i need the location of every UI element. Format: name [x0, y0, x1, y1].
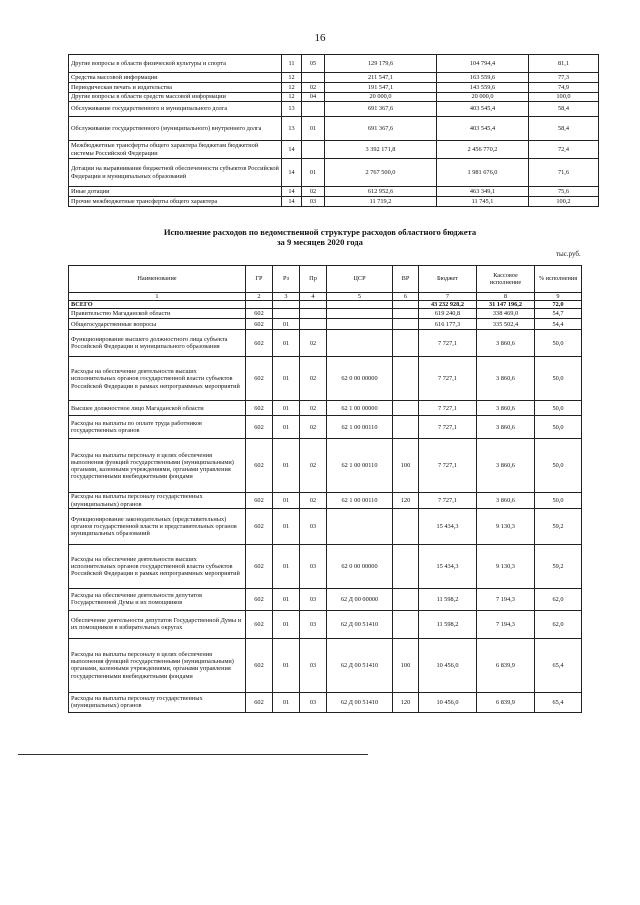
row-execution: 7 194,3 — [477, 588, 535, 610]
table-row — [69, 638, 582, 692]
row-rz: 03 — [302, 197, 325, 207]
row-percent: 50,0 — [535, 330, 582, 357]
table-row — [69, 439, 582, 493]
row-gr: 14 — [282, 141, 302, 159]
table-row — [69, 73, 599, 83]
row-rz: 01 — [302, 117, 325, 141]
row-gr: 602 — [246, 319, 273, 330]
row-execution: 3 860,6 — [477, 416, 535, 439]
row-budget: 7 727,1 — [419, 330, 477, 357]
row-gr: 13 — [282, 117, 302, 141]
row-pr: 02 — [300, 401, 327, 416]
row-gr: 602 — [246, 401, 273, 416]
table-row — [69, 187, 599, 197]
table-cell — [273, 301, 300, 309]
row-vr — [393, 401, 419, 416]
row-gr: 602 — [246, 416, 273, 439]
row-vr — [393, 330, 419, 357]
header-name: Наименование — [69, 266, 246, 293]
row-pr: 02 — [300, 439, 327, 493]
row-execution: 3 860,6 — [477, 439, 535, 493]
row-percent: 59,2 — [535, 508, 582, 544]
row-budget: 3 392 171,8 — [325, 141, 437, 159]
row-execution: 104 794,4 — [437, 55, 529, 73]
row-percent: 77,3 — [529, 73, 599, 83]
row-percent: 50,0 — [535, 416, 582, 439]
row-vr — [393, 544, 419, 588]
row-gr: 11 — [282, 55, 302, 73]
row-percent: 74,9 — [529, 83, 599, 93]
row-name: Другие вопросы в области физической культуры и спорта — [69, 55, 282, 73]
row-csr: 62 Д 00 51410 — [327, 610, 393, 638]
row-csr: 62 1 00 00110 — [327, 493, 393, 508]
row-execution: 3 860,6 — [477, 493, 535, 508]
row-name: Высшее должностное лицо Магаданской области — [69, 401, 246, 416]
row-pr: 02 — [300, 330, 327, 357]
row-percent: 65,4 — [535, 638, 582, 692]
table-cell — [246, 301, 273, 309]
table-row — [69, 401, 582, 416]
row-gr: 602 — [246, 330, 273, 357]
row-rz: 01 — [273, 692, 300, 712]
row-vr — [393, 309, 419, 319]
row-rz: 01 — [273, 357, 300, 401]
row-budget: 2 767 500,0 — [325, 159, 437, 187]
row-name: Обслуживание государственного и муниципального долга — [69, 102, 282, 117]
table-row — [69, 357, 582, 401]
row-budget: 191 547,1 — [325, 83, 437, 93]
table-row — [69, 55, 599, 73]
row-gr: 12 — [282, 73, 302, 83]
row-name: Расходы на обеспечение деятельности высших исполнительных органов государственной власти субъектов Российской Федерации в рамках непрограммных мероприятий — [69, 357, 246, 401]
row-name: Расходы на обеспечение деятельности депутатов Государственной Думы и их помощников — [69, 588, 246, 610]
row-budget: 10 456,0 — [419, 638, 477, 692]
row-percent: 58,4 — [529, 102, 599, 117]
row-name: Расходы на выплаты персоналу государственных (муниципальных) органов — [69, 692, 246, 712]
row-name: Расходы на выплаты персоналу государственных (муниципальных) органов — [69, 493, 246, 508]
row-pr: 03 — [300, 508, 327, 544]
row-name: Иные дотации — [69, 187, 282, 197]
row-percent: 100,2 — [529, 197, 599, 207]
row-rz: 02 — [302, 83, 325, 93]
row-rz: 01 — [273, 493, 300, 508]
row-gr: 602 — [246, 493, 273, 508]
row-vr: 100 — [393, 439, 419, 493]
table-row — [69, 508, 582, 544]
table-row — [69, 93, 599, 102]
row-rz: 05 — [302, 55, 325, 73]
table-row — [69, 692, 582, 712]
section-title — [0, 227, 640, 248]
row-csr: 62 1 00 00110 — [327, 439, 393, 493]
row-vr — [393, 610, 419, 638]
col-number: 1 — [69, 293, 246, 301]
row-execution: 143 559,6 — [437, 83, 529, 93]
row-vr — [393, 588, 419, 610]
row-execution: 9 130,3 — [477, 508, 535, 544]
row-vr: 120 — [393, 493, 419, 508]
table-row — [69, 319, 582, 330]
row-percent: 65,4 — [535, 692, 582, 712]
row-execution: 20 000,0 — [437, 93, 529, 102]
row-csr: 62 Д 00 51410 — [327, 638, 393, 692]
row-gr: 12 — [282, 93, 302, 102]
top-budget-table — [68, 54, 599, 207]
row-execution: 3 860,6 — [477, 330, 535, 357]
row-percent: 81,1 — [529, 55, 599, 73]
row-budget: 10 456,0 — [419, 692, 477, 712]
table-cell — [327, 301, 393, 309]
col-number: 5 — [327, 293, 393, 301]
row-vr — [393, 357, 419, 401]
header-budget: Бюджет — [419, 266, 477, 293]
row-percent: 50,0 — [535, 439, 582, 493]
row-execution: 403 545,4 — [437, 102, 529, 117]
header-vr: ВР — [393, 266, 419, 293]
row-rz: 01 — [273, 588, 300, 610]
total-percent: 72,0 — [535, 301, 582, 309]
row-percent: 100,0 — [529, 93, 599, 102]
row-name: Обслуживание государственного (муниципального) внутреннего долга — [69, 117, 282, 141]
col-number: 3 — [273, 293, 300, 301]
row-rz: 02 — [302, 187, 325, 197]
row-budget: 619 240,8 — [419, 309, 477, 319]
row-csr: 62 1 00 00000 — [327, 401, 393, 416]
row-execution: 3 860,6 — [477, 401, 535, 416]
row-gr: 602 — [246, 357, 273, 401]
row-pr: 03 — [300, 638, 327, 692]
row-rz: 01 — [273, 416, 300, 439]
total-execution: 31 147 196,2 — [477, 301, 535, 309]
row-name: Межбюджетные трансферты общего характера бюджетам бюджетной системы Российской Федерации — [69, 141, 282, 159]
row-budget: 20 000,0 — [325, 93, 437, 102]
row-budget: 11 598,2 — [419, 610, 477, 638]
row-gr: 14 — [282, 159, 302, 187]
row-execution: 6 839,9 — [477, 638, 535, 692]
column-number-row — [69, 293, 582, 301]
header-cash-execution: Кассовое исполнение — [477, 266, 535, 293]
col-number: 8 — [477, 293, 535, 301]
row-budget: 15 434,3 — [419, 508, 477, 544]
row-rz: 01 — [273, 330, 300, 357]
table-row — [69, 493, 582, 508]
header-rz: Рз — [273, 266, 300, 293]
row-percent: 50,0 — [535, 401, 582, 416]
col-number: 7 — [419, 293, 477, 301]
table-row — [69, 141, 599, 159]
department-expenditure-table — [68, 265, 582, 713]
row-execution: 3 860,6 — [477, 357, 535, 401]
col-number: 6 — [393, 293, 419, 301]
row-budget: 11 598,2 — [419, 588, 477, 610]
row-rz: 01 — [273, 610, 300, 638]
row-gr: 602 — [246, 692, 273, 712]
row-vr: 100 — [393, 638, 419, 692]
section-title-line1: Исполнение расходов по ведомственной структуре расходов областного бюджета — [163, 227, 477, 237]
row-rz — [302, 73, 325, 83]
row-vr — [393, 416, 419, 439]
row-name: Правительство Магаданской области — [69, 309, 246, 319]
col-number: 9 — [535, 293, 582, 301]
page-number: 16 — [314, 32, 326, 44]
row-name: Функционирование высшего должностного лица субъекта Российской Федерации и муниципального образования — [69, 330, 246, 357]
table-row — [69, 117, 599, 141]
row-csr — [327, 309, 393, 319]
row-csr: 62 0 00 00000 — [327, 544, 393, 588]
row-gr: 12 — [282, 83, 302, 93]
row-pr: 02 — [300, 357, 327, 401]
row-percent: 58,4 — [529, 117, 599, 141]
row-csr: 62 Д 00 51410 — [327, 692, 393, 712]
table-cell — [393, 301, 419, 309]
row-budget: 7 727,1 — [419, 401, 477, 416]
row-gr: 13 — [282, 102, 302, 117]
footer-divider — [18, 754, 368, 755]
row-rz: 01 — [302, 159, 325, 187]
row-gr: 602 — [246, 588, 273, 610]
row-budget: 691 367,6 — [325, 102, 437, 117]
row-rz — [273, 309, 300, 319]
row-gr: 602 — [246, 309, 273, 319]
row-execution: 9 130,3 — [477, 544, 535, 588]
row-budget: 11 719,2 — [325, 197, 437, 207]
row-percent: 71,6 — [529, 159, 599, 187]
table-row — [69, 330, 582, 357]
row-percent: 50,0 — [535, 493, 582, 508]
row-percent: 59,2 — [535, 544, 582, 588]
row-execution: 463 349,1 — [437, 187, 529, 197]
table-cell — [300, 301, 327, 309]
table-row — [69, 83, 599, 93]
row-csr: 62 1 00 00110 — [327, 416, 393, 439]
row-csr — [327, 319, 393, 330]
row-rz — [302, 102, 325, 117]
total-budget: 43 232 928,2 — [419, 301, 477, 309]
row-percent: 72,4 — [529, 141, 599, 159]
row-execution: 403 545,4 — [437, 117, 529, 141]
row-pr: 03 — [300, 692, 327, 712]
table-row — [69, 544, 582, 588]
row-percent: 50,0 — [535, 357, 582, 401]
table-row — [69, 159, 599, 187]
row-csr — [327, 508, 393, 544]
row-name: Расходы на выплаты персоналу в целях обеспечения выполнения функций государственными (муниципальными) органами, казенными учреждениями, органами управления государственными внебюджетными фондами — [69, 439, 246, 493]
row-budget: 616 177,3 — [419, 319, 477, 330]
row-csr: 62 Д 00 00000 — [327, 588, 393, 610]
row-execution: 163 559,6 — [437, 73, 529, 83]
row-gr: 602 — [246, 544, 273, 588]
row-execution: 6 839,9 — [477, 692, 535, 712]
header-gr: ГР — [246, 266, 273, 293]
row-rz: 01 — [273, 638, 300, 692]
total-row — [69, 301, 582, 309]
row-execution: 2 456 770,2 — [437, 141, 529, 159]
row-gr: 602 — [246, 508, 273, 544]
row-name: Расходы на выплаты по оплате труда работников государственных органов — [69, 416, 246, 439]
row-pr: 03 — [300, 610, 327, 638]
row-budget: 612 952,6 — [325, 187, 437, 197]
row-name: Средства массовой информации — [69, 73, 282, 83]
row-pr — [300, 319, 327, 330]
row-execution: 338 469,0 — [477, 309, 535, 319]
units-label: тыс.руб. — [556, 250, 581, 258]
header-pr: Пр — [300, 266, 327, 293]
row-gr: 14 — [282, 187, 302, 197]
row-gr: 602 — [246, 610, 273, 638]
row-rz: 01 — [273, 544, 300, 588]
row-pr: 03 — [300, 588, 327, 610]
table-header-row — [69, 266, 582, 293]
table-row — [69, 416, 582, 439]
row-budget: 7 727,1 — [419, 357, 477, 401]
row-name: Расходы на выплаты персоналу в целях обеспечения выполнения функций государственными (муниципальными) органами, казенными учреждениями, органами управления государственными внебюджетными фондами — [69, 638, 246, 692]
total-label: ВСЕГО — [69, 301, 246, 309]
row-execution: 335 502,4 — [477, 319, 535, 330]
row-percent: 62,0 — [535, 588, 582, 610]
row-budget: 7 727,1 — [419, 493, 477, 508]
row-gr: 14 — [282, 197, 302, 207]
row-csr — [327, 330, 393, 357]
row-name: Периодическая печать и издательства — [69, 83, 282, 93]
row-gr: 602 — [246, 638, 273, 692]
header-percent: % исполнения — [535, 266, 582, 293]
row-name: Расходы на обеспечение деятельности высших исполнительных органов государственной власти субъектов Российской Федерации в рамках непрограммных мероприятий — [69, 544, 246, 588]
row-budget: 129 179,6 — [325, 55, 437, 73]
row-execution: 7 194,3 — [477, 610, 535, 638]
row-rz: 01 — [273, 319, 300, 330]
row-percent: 75,6 — [529, 187, 599, 197]
row-rz: 01 — [273, 401, 300, 416]
row-budget: 7 727,1 — [419, 439, 477, 493]
row-name: Функционирование законодательных (представительных) органов государственной власти и представительных органов муниципальных образований — [69, 508, 246, 544]
row-budget: 211 547,1 — [325, 73, 437, 83]
row-execution: 11 745,1 — [437, 197, 529, 207]
row-percent: 54,4 — [535, 319, 582, 330]
row-rz: 01 — [273, 439, 300, 493]
row-name: Другие вопросы в области средств массовой информации — [69, 93, 282, 102]
row-name: Общегосударственные вопросы — [69, 319, 246, 330]
row-vr — [393, 508, 419, 544]
row-pr — [300, 309, 327, 319]
table-row — [69, 610, 582, 638]
row-gr: 602 — [246, 439, 273, 493]
row-budget: 15 434,3 — [419, 544, 477, 588]
row-pr: 02 — [300, 416, 327, 439]
row-vr: 120 — [393, 692, 419, 712]
table-row — [69, 309, 582, 319]
row-rz: 04 — [302, 93, 325, 102]
row-percent: 62,0 — [535, 610, 582, 638]
row-execution: 1 981 676,0 — [437, 159, 529, 187]
row-vr — [393, 319, 419, 330]
table-row — [69, 197, 599, 207]
row-budget: 691 367,6 — [325, 117, 437, 141]
row-percent: 54,7 — [535, 309, 582, 319]
row-csr: 62 0 00 00000 — [327, 357, 393, 401]
row-name: Прочие межбюджетные трансферты общего характера — [69, 197, 282, 207]
section-title-line2: за 9 месяцев 2020 года — [277, 237, 363, 248]
row-pr: 03 — [300, 544, 327, 588]
row-name: Дотации на выравнивание бюджетной обеспеченности субъектов Российской Федерации и муниципальных образований — [69, 159, 282, 187]
row-budget: 7 727,1 — [419, 416, 477, 439]
row-rz: 01 — [273, 508, 300, 544]
row-rz — [302, 141, 325, 159]
table-row — [69, 102, 599, 117]
header-csr: ЦСР — [327, 266, 393, 293]
row-name: Обеспечение деятельности депутатов Государственной Думы и их помощников в избирательных округах — [69, 610, 246, 638]
row-pr: 02 — [300, 493, 327, 508]
col-number: 2 — [246, 293, 273, 301]
col-number: 4 — [300, 293, 327, 301]
table-row — [69, 588, 582, 610]
